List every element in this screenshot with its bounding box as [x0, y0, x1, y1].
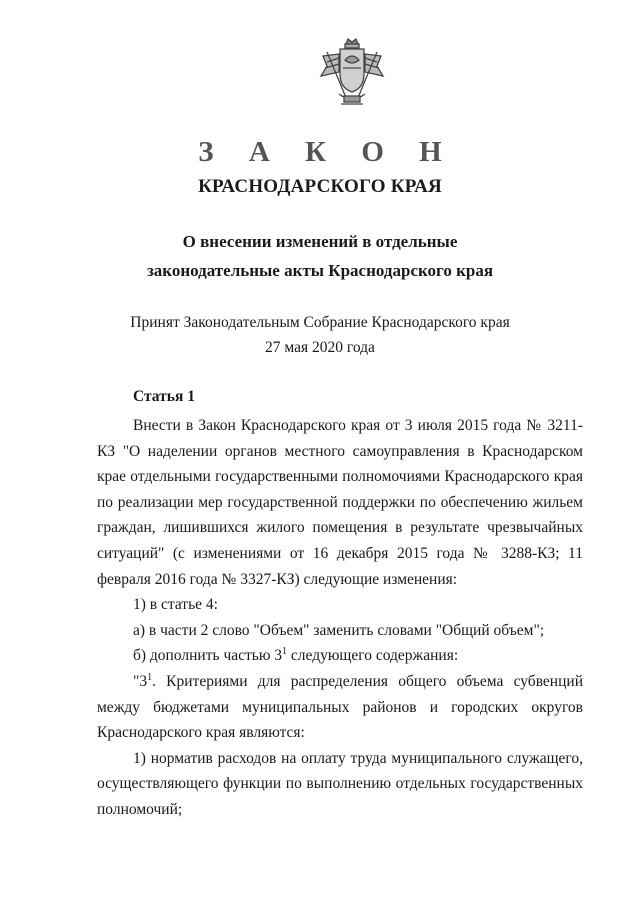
list-item-b-text: б) дополнить частью 3: [133, 647, 283, 665]
quoted-provision: [97, 669, 583, 746]
law-heading-line1: О внесении изменений в отдельные: [182, 232, 458, 251]
article-title: Статья 1: [133, 388, 195, 405]
law-heading: [0, 227, 640, 285]
coat-of-arms-icon: [317, 38, 387, 110]
document-title: З А К О Н: [198, 136, 456, 168]
document-subtitle: КРАСНОДАРСКОГО КРАЯ: [198, 176, 442, 197]
adoption-info: [0, 310, 640, 360]
adoption-body: Принят Законодательным Собрание Краснодарского края: [130, 314, 510, 331]
paragraph: Внести в Закон Краснодарского края от 3 июля 2015 года № 3211-КЗ "О наделении органов местного самоуправления в Краснодарском крае отдельными государственными полномочиями Краснодарского края по реализации мер государственной поддержки по обеспечению жильем граждан, лишившихся жилого помещения в результате чрезвычайных ситуаций" (с изменениями от 16 декабря 2015 года № 3288-КЗ; 11 февраля 2016 года № 3327-КЗ) следующие изменения:: [97, 417, 583, 588]
list-item-b-tail: следующего содержания:: [287, 647, 459, 665]
list-item-1: 1) в статье 4:: [133, 596, 218, 614]
adoption-date: 27 мая 2020 года: [265, 339, 375, 356]
quoted-provision-superscript: 1: [147, 671, 153, 683]
list-item-b: [97, 643, 583, 669]
law-heading-line2: законодательные акты Краснодарского края: [146, 261, 494, 280]
list-item-a: а) в части 2 слово "Объем" заменить словами "Общий объем";: [133, 621, 545, 639]
list-item-b-superscript: 1: [282, 646, 288, 658]
document-body: [97, 387, 583, 823]
quoted-provision-number: "3: [133, 672, 148, 690]
quoted-provision-text: . Критериями для распределения общего объема субвенций между бюджетами муниципальных районов и городских округов Краснодарского края являются:: [97, 672, 583, 742]
criterion-item-1: 1) норматив расходов на оплату труда муниципального служащего, осуществляющего функции по выполнению отдельных государственных полномочий;: [97, 749, 583, 818]
